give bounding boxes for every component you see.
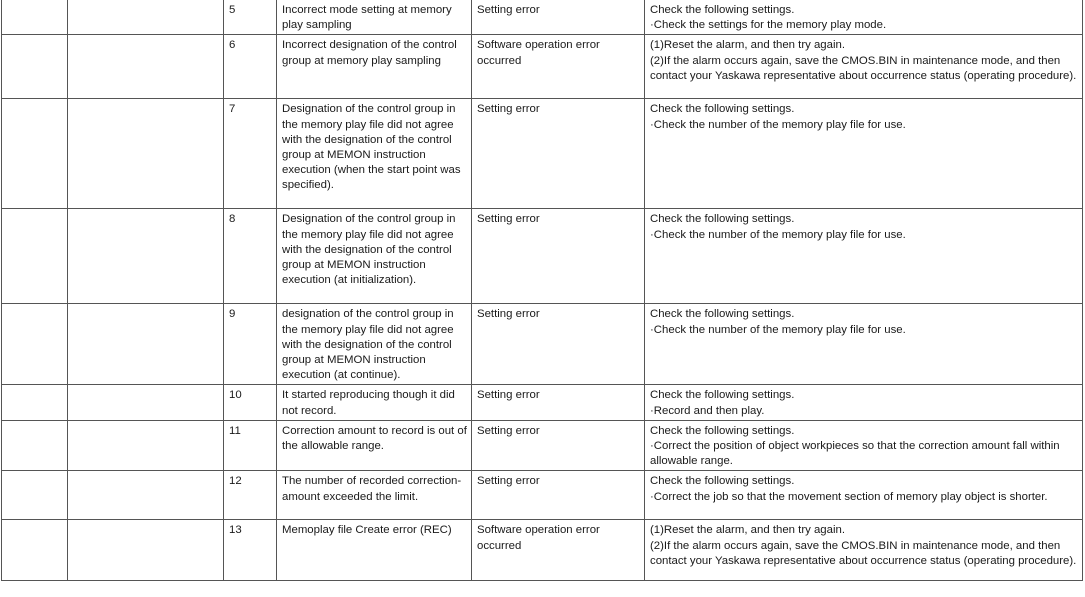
alarm-number-cell — [2, 35, 68, 99]
alarm-name-cell — [68, 35, 224, 99]
alarm-name-cell — [68, 209, 224, 304]
alarm-name-cell — [68, 471, 224, 520]
table-row — [2, 385, 1083, 420]
meaning-cell: The number of recorded correction-amount exceeded the limit. — [277, 471, 472, 520]
table-row — [2, 520, 1083, 581]
table-row — [2, 471, 1083, 520]
alarm-number-cell — [2, 99, 68, 209]
remedy-cell: (1)Reset the alarm, and then try again. (2)If the alarm occurs again, save the CMOS.BIN in maintenance mode, and then contact your Yaskawa representative about occurrence status (operating procedure). — [645, 520, 1083, 581]
sub-code-cell: 11 — [224, 420, 277, 471]
table-row — [2, 420, 1083, 471]
alarm-number-cell — [2, 0, 68, 35]
table-row — [2, 35, 1083, 99]
alarm-name-cell — [68, 385, 224, 420]
remedy-cell: Check the following settings. ·Record and then play. — [645, 385, 1083, 420]
remedy-cell: Check the following settings. ·Correct the position of object workpieces so that the correction amount fall within allowable range. — [645, 420, 1083, 471]
meaning-cell: It started reproducing though it did not record. — [277, 385, 472, 420]
sub-code-cell: 8 — [224, 209, 277, 304]
remedy-cell: Check the following settings. ·Check the settings for the memory play mode. — [645, 0, 1083, 35]
sub-code-cell: 12 — [224, 471, 277, 520]
cause-cell: Setting error — [472, 99, 645, 209]
cause-cell: Software operation error occurred — [472, 35, 645, 99]
alarm-number-cell — [2, 420, 68, 471]
sub-code-cell: 7 — [224, 99, 277, 209]
cause-cell: Setting error — [472, 471, 645, 520]
remedy-cell: Check the following settings. ·Check the number of the memory play file for use. — [645, 209, 1083, 304]
meaning-cell: Incorrect mode setting at memory play sampling — [277, 0, 472, 35]
meaning-cell: Correction amount to record is out of the allowable range. — [277, 420, 472, 471]
remedy-cell: Check the following settings. ·Check the number of the memory play file for use. — [645, 99, 1083, 209]
alarm-number-cell — [2, 471, 68, 520]
table-row — [2, 99, 1083, 209]
meaning-cell: Designation of the control group in the memory play file did not agree with the designation of the control group at MEMON instruction execution (at initialization). — [277, 209, 472, 304]
meaning-cell: designation of the control group in the memory play file did not agree with the designation of the control group at MEMON instruction execution (at continue). — [277, 304, 472, 385]
cause-cell: Setting error — [472, 209, 645, 304]
sub-code-cell: 5 — [224, 0, 277, 35]
table-row — [2, 209, 1083, 304]
table-row — [2, 0, 1083, 35]
sub-code-cell: 6 — [224, 35, 277, 99]
table-row — [2, 304, 1083, 385]
alarm-name-cell — [68, 420, 224, 471]
sub-code-cell: 9 — [224, 304, 277, 385]
cause-cell: Software operation error occurred — [472, 520, 645, 581]
meaning-cell: Incorrect designation of the control group at memory play sampling — [277, 35, 472, 99]
alarm-number-cell — [2, 385, 68, 420]
alarm-number-cell — [2, 520, 68, 581]
remedy-cell: Check the following settings. ·Check the number of the memory play file for use. — [645, 304, 1083, 385]
meaning-cell: Memoplay file Create error (REC) — [277, 520, 472, 581]
sub-code-cell: 10 — [224, 385, 277, 420]
meaning-cell: Designation of the control group in the memory play file did not agree with the designation of the control group at MEMON instruction execution (when the start point was specified). — [277, 99, 472, 209]
alarm-name-cell — [68, 99, 224, 209]
remedy-cell: Check the following settings. ·Correct the job so that the movement section of memory play object is shorter. — [645, 471, 1083, 520]
alarm-number-cell — [2, 304, 68, 385]
sub-code-cell: 13 — [224, 520, 277, 581]
cause-cell: Setting error — [472, 0, 645, 35]
cause-cell: Setting error — [472, 304, 645, 385]
alarm-name-cell — [68, 304, 224, 385]
alarm-number-cell — [2, 209, 68, 304]
alarm-table — [1, 0, 1083, 581]
alarm-name-cell — [68, 520, 224, 581]
remedy-cell: (1)Reset the alarm, and then try again. (2)If the alarm occurs again, save the CMOS.BIN in maintenance mode, and then contact your Yaskawa representative about occurrence status (operating procedure). — [645, 35, 1083, 99]
alarm-name-cell — [68, 0, 224, 35]
cause-cell: Setting error — [472, 420, 645, 471]
cause-cell: Setting error — [472, 385, 645, 420]
